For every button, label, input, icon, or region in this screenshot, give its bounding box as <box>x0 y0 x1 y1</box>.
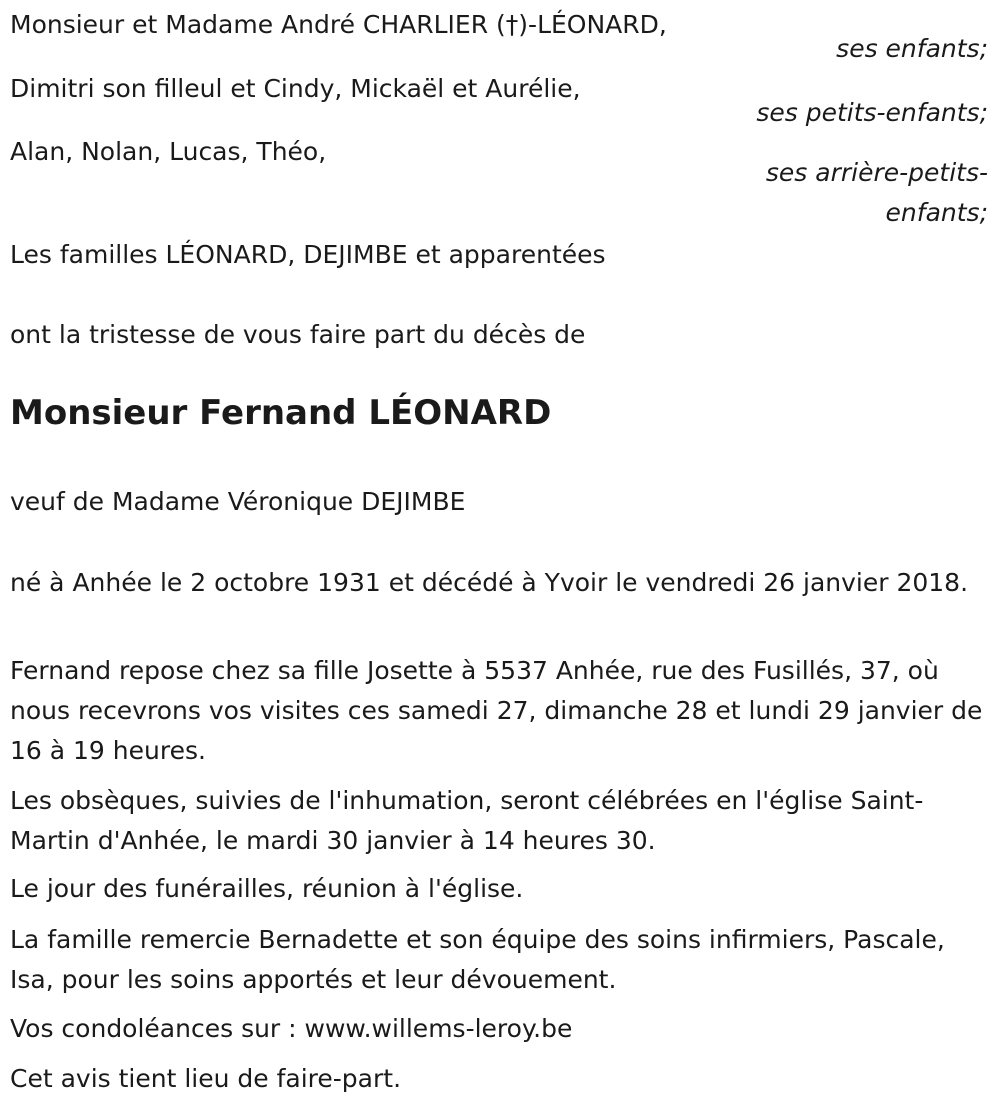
funeral-paragraph: Les obsèques, suivies de l'inhumation, seront célébrées en l'église Saint-Martin d'Anhée, le mardi 30 janvier à 14 heures 30. <box>10 786 924 855</box>
deceased-name: Monsieur Fernand LÉONARD <box>10 393 552 433</box>
condolences-paragraph: Vos condoléances sur : www.willems-leroy.be <box>10 1014 573 1043</box>
notice-paragraph: Cet avis tient lieu de faire-part. <box>10 1064 402 1093</box>
family-line-children: Monsieur et Madame André CHARLIER (†)-LÉONARD, <box>10 10 667 39</box>
families-line: Les familles LÉONARD, DEJIMBE et apparentées <box>10 240 606 269</box>
role-children: ses enfants; <box>836 34 988 63</box>
family-line-great-grandchildren: Alan, Nolan, Lucas, Théo, <box>10 137 327 166</box>
gathering-paragraph: Le jour des funérailles, réunion à l'église. <box>10 874 524 903</box>
intro-line: ont la tristesse de vous faire part du décès de <box>10 320 586 349</box>
thanks-paragraph: La famille remercie Bernadette et son équipe des soins infirmiers, Pascale, Isa, pour les soins apportés et leur dévouement. <box>10 925 945 994</box>
visitation-paragraph: Fernand repose chez sa fille Josette à 5537 Anhée, rue des Fusillés, 37, où nous recevrons vos visites ces samedi 27, dimanche 28 et lundi 29 janvier de 16 à 19 heures. <box>10 656 983 765</box>
role-great-grandchildren: ses arrière-petits-enfants; <box>765 158 988 227</box>
role-grandchildren: ses petits-enfants; <box>756 98 988 127</box>
widower-line: veuf de Madame Véronique DEJIMBE <box>10 487 466 516</box>
birth-death-paragraph: né à Anhée le 2 octobre 1931 et décédé à Yvoir le vendredi 26 janvier 2018. <box>10 568 969 597</box>
family-line-grandchildren: Dimitri son filleul et Cindy, Mickaël et Aurélie, <box>10 74 581 103</box>
